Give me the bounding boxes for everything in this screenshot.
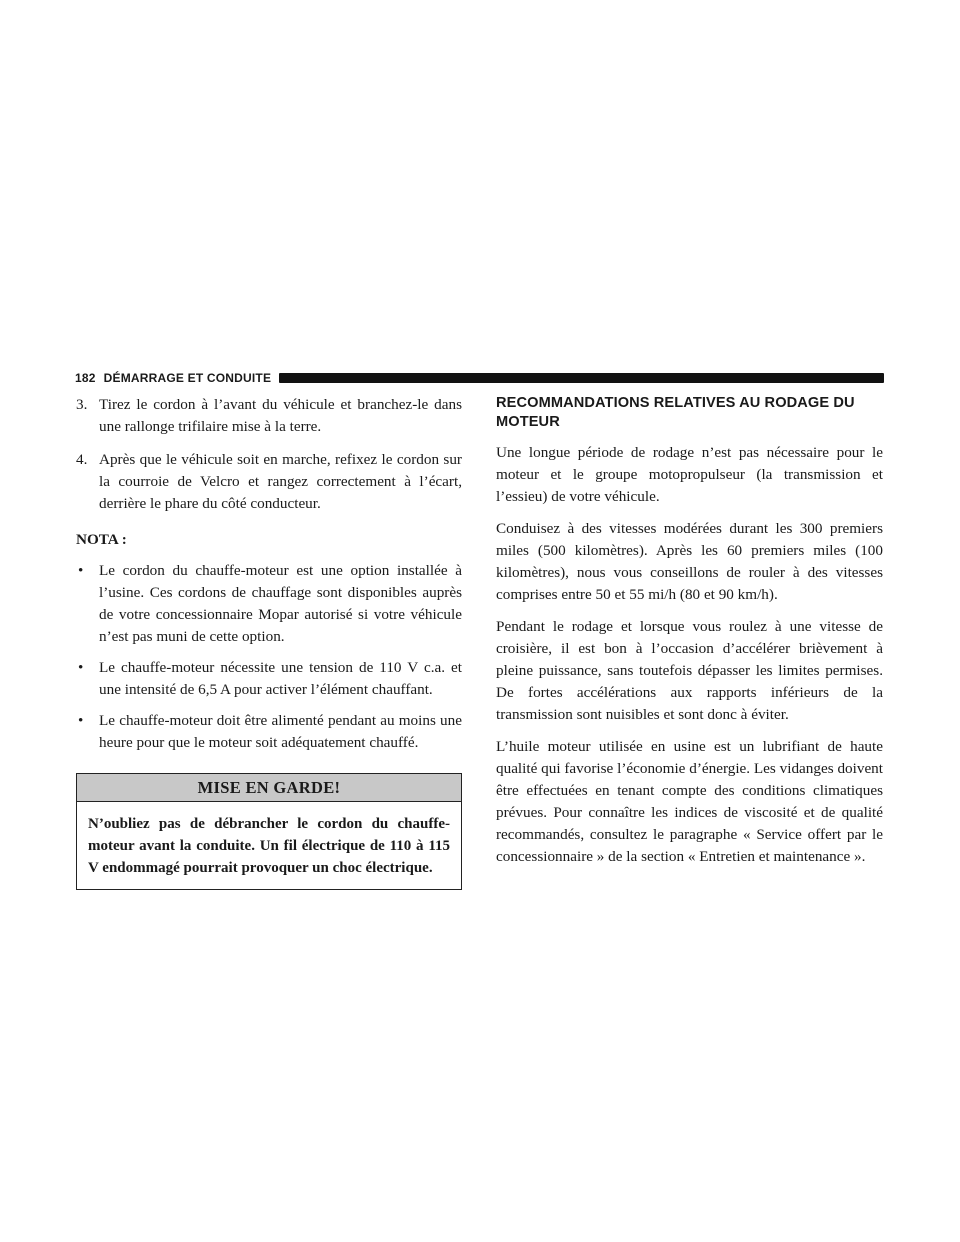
step-number: 3. [76,396,88,413]
header-rule [279,373,884,383]
step-number: 4. [76,451,88,468]
step-text: Tirez le cordon à l’avant du véhicule et branchez-le dans une rallonge trifilaire mise à la terre. [99,396,462,435]
bullet-dot: • [78,659,84,676]
bullet-text: Le chauffe-moteur doit être alimenté pendant au moins une heure pour que le moteur soit adéquatement chauffé. [99,712,462,751]
page-number: 182 [75,370,96,385]
bullet-item [76,560,462,648]
section-heading: RECOMMANDATIONS RELATIVES AU RODAGE DU MOTEUR [496,395,855,430]
paragraph: Une longue période de rodage n’est pas nécessaire pour le moteur et le groupe motopropulseur (la transmission et l’essieu) de votre véhicule. [496,444,883,505]
paragraph: L’huile moteur utilisée en usine est un lubrifiant de haute qualité qui favorise l’économie d’énergie. Les vidanges doivent être effectuées en tenant compte des conditions climatiques prévues. Pour connaître les indices de viscosité et de qualité recommandés, consultez le paragraphe « Service offert par le concessionnaire » de la section « Entretien et maintenance ». [496,738,883,865]
step-text: Après que le véhicule soit en marche, refixez le cordon sur la courroie de Velcro et rangez correctement à l’écart, derrière le phare du côté conducteur. [99,451,462,512]
bullet-item [76,710,462,754]
step-4 [76,449,462,515]
paragraph: Pendant le rodage et lorsque vous roulez à une vitesse de croisière, il est bon à l’occasion d’accélérer brièvement à pleine puissance, sans toutefois dépasser les limites permises. De fortes accélérations aux rapports inférieurs de la transmission sont nuisibles et sont donc à éviter. [496,618,883,723]
section-running-title: DÉMARRAGE ET CONDUITE [103,370,272,385]
bullet-dot: • [78,712,84,729]
warning-text: N’oubliez pas de débrancher le cordon du chauffe-moteur avant la conduite. Un fil électrique de 110 à 115 V endommagé pourrait provoquer un choc électrique. [88,816,450,876]
right-column [496,394,883,878]
paragraph: Conduisez à des vitesses modérées durant les 300 premiers miles (500 kilomètres). Après les 60 premiers miles (100 kilomètres), nous vous conseillons de rouler à des vitesses comprises entre 50 et 55 mi/h (80 et 90 km/h). [496,520,883,603]
bullet-dot: • [78,562,84,579]
bullet-text: Le cordon du chauffe-moteur est une option installée à l’usine. Ces cordons de chauffage sont disponibles auprès de votre concessionnaire Mopar autorisé si votre véhicule n’est pas muni de cette option. [99,562,462,645]
nota-label: NOTA : [76,531,127,548]
bullet-text: Le chauffe-moteur nécessite une tension de 110 V c.a. et une intensité de 6,5 A pour activer l’élément chauffant. [99,659,462,698]
bullet-item [76,657,462,701]
step-3 [76,394,462,438]
left-column [76,394,462,890]
page-header [75,371,884,384]
warning-title: MISE EN GARDE! [77,774,461,802]
warning-box [76,773,462,890]
